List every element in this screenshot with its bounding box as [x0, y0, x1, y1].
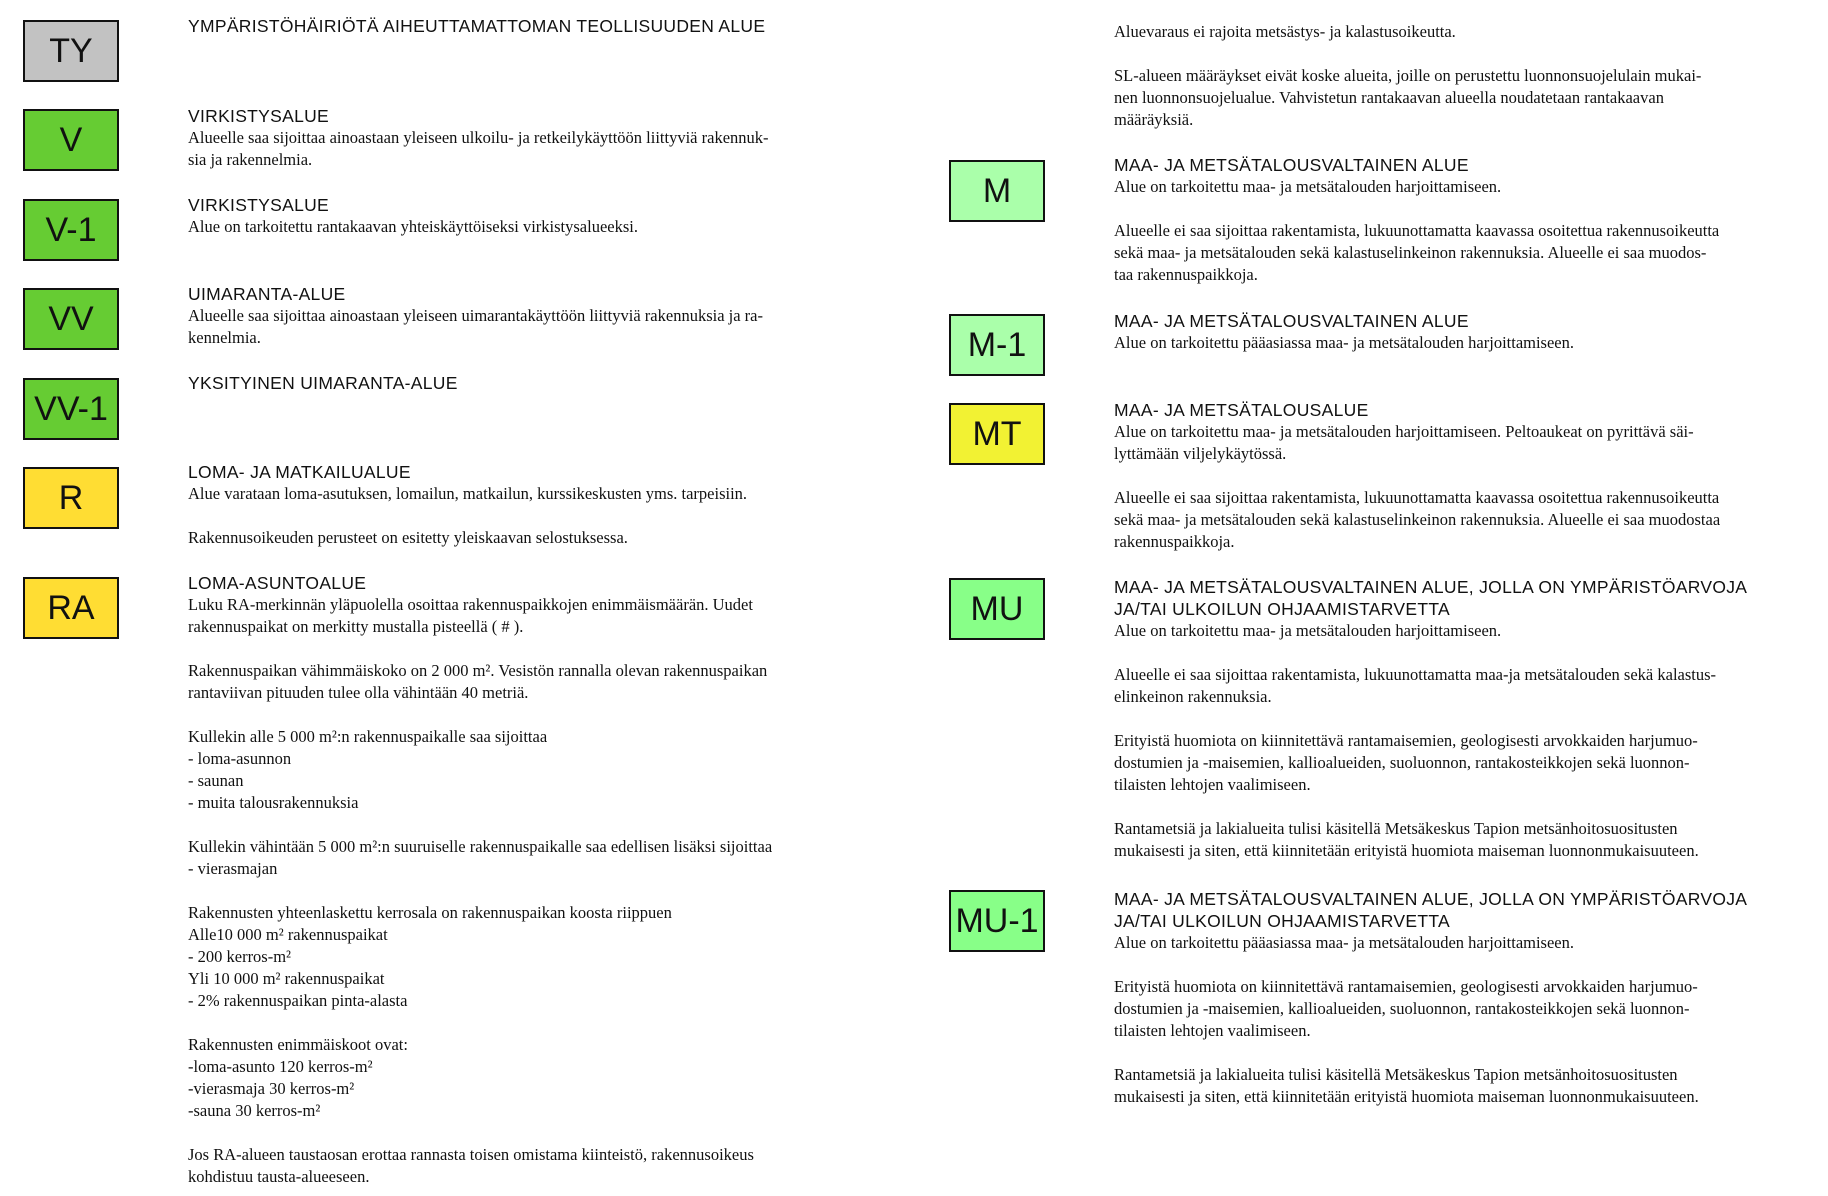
code-box-m-1: M-1	[949, 314, 1045, 376]
entry-paragraph: Alueelle saa sijoittaa ainoastaan yleiseen ulkoilu- ja retkeilykäyttöön liittyviä rakennuk- sia ja rakennelmia.	[188, 128, 769, 169]
entry-paragraph: Rakennuspaikan vähimmäiskoko on 2 000 m². Vesistön rannalla olevan rakennuspaikan rantaviivan pituuden tulee olla vähintään 40 metriä.	[188, 661, 768, 702]
entry-paragraph: Kullekin vähintään 5 000 m²:n suuruiselle rakennuspaikalle saa edellisen lisäksi sijoittaa - vierasmajan	[188, 837, 773, 878]
entry-vv-1	[188, 372, 885, 394]
entry-paragraph: Erityistä huomiota on kiinnitettävä rantamaisemien, geologisesti arvokkaiden harjumuo- dostumien ja -maisemien, kallioalueiden, suoluonnon, rantakosteikkojen sekä luonnon- tilaisten lehtojen vaalimiseen.	[1114, 977, 1698, 1040]
entry-mt	[1114, 399, 1810, 553]
entry-v-1	[188, 194, 885, 238]
entry-top	[1114, 21, 1810, 131]
entry-paragraph: Alue on tarkoitettu pääasiassa maa- ja metsätalouden harjoittamiseen.	[1114, 933, 1575, 952]
entry-mu	[1114, 576, 1810, 862]
code-box-r: R	[23, 467, 119, 529]
entry-paragraph: Rakennusoikeuden perusteet on esitetty yleiskaavan selostuksessa.	[188, 528, 628, 547]
code-box-v: V	[23, 109, 119, 171]
code-box-ra: RA	[23, 577, 119, 639]
code-box-mu: MU	[949, 578, 1045, 640]
entry-paragraph: Kullekin alle 5 000 m²:n rakennuspaikalle saa sijoittaa - loma-asunnon - saunan - muita talousrakennuksia	[188, 727, 548, 812]
entry-paragraph: Rantametsiä ja lakialueita tulisi käsitellä Metsäkeskus Tapion metsänhoitosuositusten mukaisesti ja siten, että kiinnitetään erityistä huomiota maiseman luonnonmukaisuuteen.	[1114, 1065, 1699, 1106]
entry-heading: MAA- JA METSÄTALOUSVALTAINEN ALUE	[1114, 311, 1469, 331]
entry-m	[1114, 154, 1810, 286]
entry-paragraph: Alueelle saa sijoittaa ainoastaan yleiseen uimarantakäyttöön liittyviä rakennuksia ja ra- kennelmia.	[188, 306, 763, 347]
entry-paragraph: SL-alueen määräykset eivät koske alueita, joille on perustettu luonnonsuojelulain mukai- nen luonnonsuojelualue. Vahvistetun rantakaavan alueella noudatetaan rantakaavan määräyksiä.	[1114, 66, 1702, 129]
entry-paragraph: Erityistä huomiota on kiinnitettävä rantamaisemien, geologisesti arvokkaiden harjumuo- dostumien ja -maisemien, kallioalueiden, suoluonnon, rantakosteikkojen sekä luonnon- tilaisten lehtojen vaalimiseen.	[1114, 731, 1698, 794]
entry-paragraph: Alueelle ei saa sijoittaa rakentamista, lukuunottamatta kaavassa osoitettua rakennusoikeutta sekä maa- ja metsätalouden sekä kalastuselinkeinon rakennuksia. Alueelle ei saa muodostaa rakennuspaikkoja.	[1114, 488, 1721, 551]
entry-heading: MAA- JA METSÄTALOUSALUE	[1114, 400, 1369, 420]
entry-heading: LOMA-ASUNTOALUE	[188, 573, 367, 593]
entry-paragraph: Alueelle ei saa sijoittaa rakentamista, lukuunottamatta kaavassa osoitettua rakennusoikeutta sekä maa- ja metsätalouden sekä kalastuselinkeinon rakennuksia. Alueelle ei saa muodos- taa rakennuspaikkoja.	[1114, 221, 1720, 284]
code-box-vv-1: VV-1	[23, 378, 119, 440]
entry-heading: YKSITYINEN UIMARANTA-ALUE	[188, 373, 458, 393]
entry-r	[188, 461, 885, 549]
entry-heading: MAA- JA METSÄTALOUSVALTAINEN ALUE	[1114, 155, 1469, 175]
code-box-m: M	[949, 160, 1045, 222]
entry-heading: LOMA- JA MATKAILUALUE	[188, 462, 411, 482]
entry-m-1	[1114, 310, 1810, 354]
entry-paragraph: Jos RA-alueen taustaosan erottaa rannasta toisen omistama kiinteistö, rakennusoikeus kohdistuu tausta-alueeseen.	[188, 1145, 754, 1186]
entry-vv	[188, 283, 885, 349]
entry-heading: YMPÄRISTÖHÄIRIÖTÄ AIHEUTTAMATTOMAN TEOLLISUUDEN ALUE	[188, 16, 766, 36]
entry-paragraph: Rakennusten enimmäiskoot ovat: -loma-asunto 120 kerros-m² -vierasmaja 30 kerros-m² -sauna 30 kerros-m²	[188, 1035, 408, 1120]
entry-paragraph: Alueelle ei saa sijoittaa rakentamista, lukuunottamatta maa-ja metsätalouden sekä kalastus- elinkeinon rakennuksia.	[1114, 665, 1717, 706]
entry-paragraph: Alue on tarkoitettu rantakaavan yhteiskäyttöiseksi virkistysalueeksi.	[188, 217, 638, 236]
entry-heading: UIMARANTA-ALUE	[188, 284, 346, 304]
entry-v	[188, 105, 885, 171]
entry-paragraph: Alue on tarkoitettu maa- ja metsätalouden harjoittamiseen.	[1114, 621, 1502, 640]
entry-heading: MAA- JA METSÄTALOUSVALTAINEN ALUE, JOLLA ON YMPÄRISTÖARVOJA JA/TAI ULKOILUN OHJAAMISTARVETTA	[1114, 889, 1748, 931]
entry-paragraph: Rantametsiä ja lakialueita tulisi käsitellä Metsäkeskus Tapion metsänhoitosuositusten mukaisesti ja siten, että kiinnitetään erityistä huomiota maiseman luonnonmukaisuuteen.	[1114, 819, 1699, 860]
entry-paragraph: Aluevaraus ei rajoita metsästys- ja kalastusoikeutta.	[1114, 22, 1456, 41]
code-box-v-1: V-1	[23, 199, 119, 261]
entry-paragraph: Alue on tarkoitettu maa- ja metsätalouden harjoittamiseen.	[1114, 177, 1502, 196]
entry-paragraph: Alue on tarkoitettu maa- ja metsätalouden harjoittamiseen. Peltoaukeat on pyrittävä säi- lyttämään viljelykäytössä.	[1114, 422, 1694, 463]
entry-paragraph: Alue on tarkoitettu pääasiassa maa- ja metsätalouden harjoittamiseen.	[1114, 333, 1575, 352]
entry-mu-1	[1114, 888, 1810, 1108]
entry-ra	[188, 572, 885, 1188]
code-box-ty: TY	[23, 20, 119, 82]
entry-ty	[188, 15, 885, 37]
entry-paragraph: Luku RA-merkinnän yläpuolella osoittaa rakennuspaikkojen enimmäismäärän. Uudet rakennuspaikat on merkitty mustalla pisteellä ( # ).	[188, 595, 753, 636]
entry-heading: VIRKISTYSALUE	[188, 195, 330, 215]
code-box-vv: VV	[23, 288, 119, 350]
entry-heading: MAA- JA METSÄTALOUSVALTAINEN ALUE, JOLLA ON YMPÄRISTÖARVOJA JA/TAI ULKOILUN OHJAAMISTARVETTA	[1114, 577, 1748, 619]
entry-heading: VIRKISTYSALUE	[188, 106, 330, 126]
entry-paragraph: Rakennusten yhteenlaskettu kerrosala on rakennuspaikan koosta riippuen Alle10 000 m² rakennuspaikat - 200 kerros-m² Yli 10 000 m² rakennuspaikat - 2% rakennuspaikan pinta-alasta	[188, 903, 672, 1010]
entry-paragraph: Alue varataan loma-asutuksen, lomailun, matkailun, kurssikeskusten yms. tarpeisiin.	[188, 484, 748, 503]
code-box-mu-1: MU-1	[949, 890, 1045, 952]
code-box-mt: MT	[949, 403, 1045, 465]
